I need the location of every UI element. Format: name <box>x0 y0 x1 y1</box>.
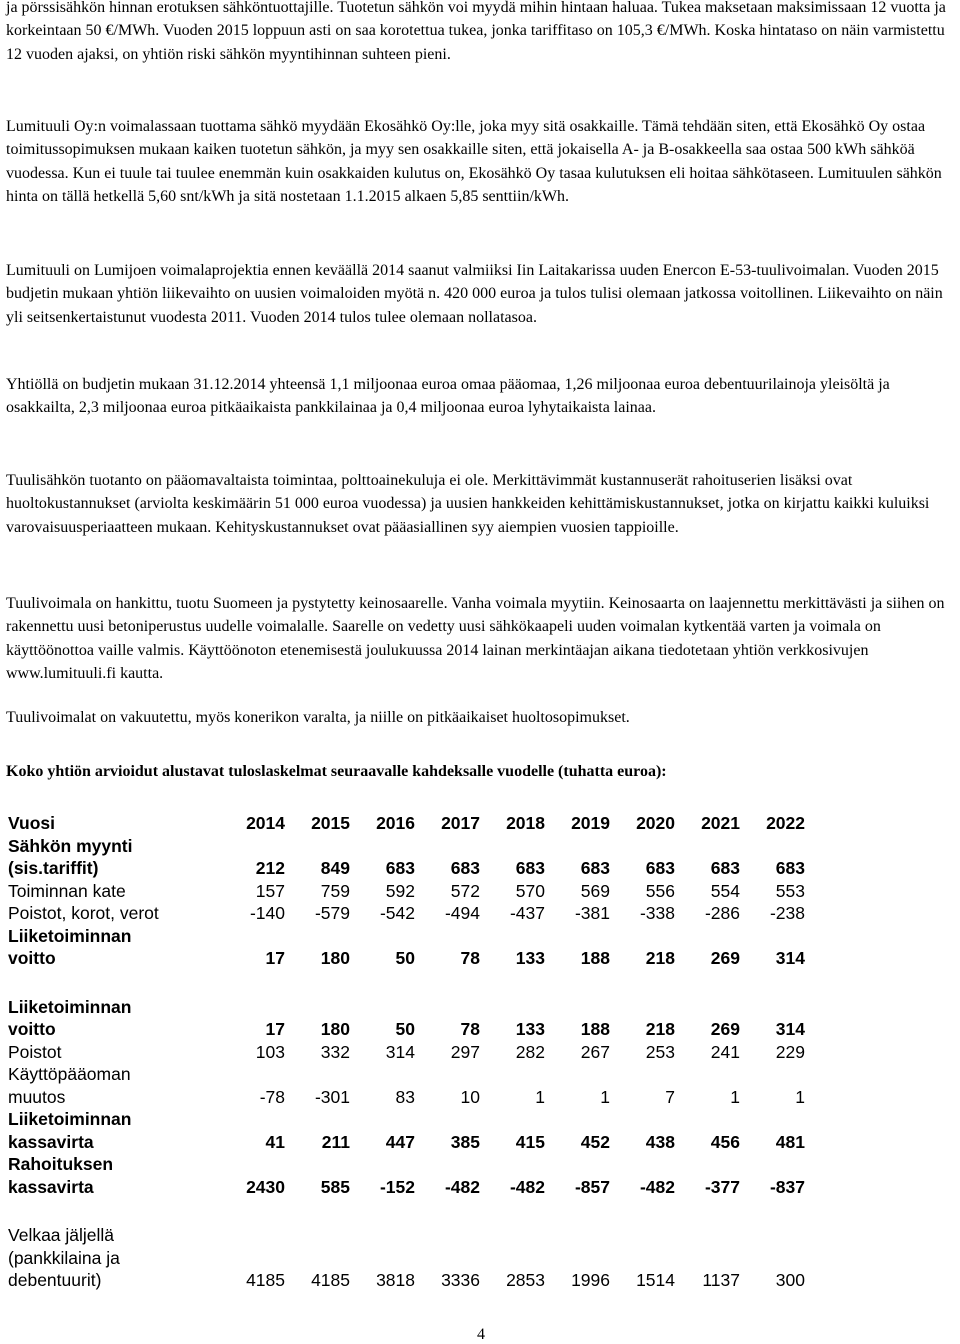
table-cell: 7 <box>665 1086 675 1107</box>
table-cell: -381 <box>574 903 610 923</box>
table-cell: -482 <box>444 1176 480 1197</box>
table-cell: 1 <box>730 1086 740 1107</box>
table-cell: 269 <box>710 948 740 968</box>
table-row-debt-label-2 <box>8 1247 805 1270</box>
table-cell: 2017 <box>441 813 480 833</box>
table-row-year <box>8 812 805 835</box>
table-cell: 2014 <box>246 813 285 833</box>
financial-forecast-table <box>8 812 805 1292</box>
table-row-operating-profit-2 <box>8 1018 805 1041</box>
table-cell: -338 <box>639 903 675 923</box>
table-cell: 2015 <box>311 813 350 833</box>
row-label: debentuurit) <box>8 1270 102 1290</box>
table-cell: 569 <box>580 880 610 901</box>
table-cell: 415 <box>515 1131 545 1152</box>
table-cell: 300 <box>775 1270 805 1290</box>
table-cell: 314 <box>775 948 805 968</box>
table-cell: 78 <box>460 1019 480 1039</box>
table-cell: 50 <box>395 948 415 968</box>
table-cell: 592 <box>385 880 415 901</box>
table-cell: 683 <box>450 858 480 878</box>
table-cell: 553 <box>775 880 805 901</box>
table-cell: 849 <box>320 858 350 878</box>
table-cell: -152 <box>379 1176 415 1197</box>
table-cell: -579 <box>314 903 350 923</box>
table-cell: -377 <box>704 1176 740 1197</box>
table-row-operating-profit <box>8 947 805 970</box>
table-cell: 1 <box>535 1086 545 1107</box>
table-cell: 267 <box>580 1041 610 1062</box>
table-cell: 17 <box>265 1019 285 1039</box>
table-cell: -301 <box>314 1086 350 1107</box>
row-label: (pankkilaina ja <box>8 1247 120 1268</box>
table-row-working-capital-label <box>8 1063 805 1086</box>
table-row-operating-margin <box>8 880 805 903</box>
table-cell: 554 <box>710 880 740 901</box>
paragraph-feed-in-tariff: ja pörssisähkön hinnan erotuksen sähköntuottajille. Tuotetun sähkön voi myydä mihin hintaan haluaa. Tukea maksetaan maksimissaan 12 vuotta ja korkeintaan 50 €/MWh. Vuoden 2015 loppuun asti on saa korotettua tukea, jonka tariffitaso on 105,3 €/MWh. Koska hintataso on näin varmistettu 12 vuoden ajaksi, on yhtiön riski sähkön myyntihinnan suhteen pieni. <box>6 0 946 63</box>
table-cell: 1137 <box>702 1270 740 1290</box>
table-cell: 314 <box>775 1019 805 1039</box>
table-cell: 570 <box>515 880 545 901</box>
row-label: kassavirta <box>8 1176 94 1197</box>
table-row-operating-profit-2-label <box>8 996 805 1019</box>
paragraph-insurance: Tuulivoimalat on vakuutettu, myös konerikon varalta, ja niille on pitkäaikaiset huoltosopimukset. <box>6 709 630 726</box>
table-cell: 759 <box>320 880 350 901</box>
table-cell: 253 <box>645 1041 675 1062</box>
table-cell: 17 <box>265 948 285 968</box>
table-row-depreciation-interest-taxes <box>8 902 805 925</box>
table-cell: 269 <box>710 1019 740 1039</box>
table-cell: 1 <box>795 1086 805 1107</box>
table-cell: -140 <box>249 903 285 923</box>
table-spacer <box>8 970 805 996</box>
table-cell: 452 <box>580 1131 610 1152</box>
row-label: Poistot, korot, verot <box>8 903 159 923</box>
table-cell: 188 <box>580 1019 610 1039</box>
table-cell: 4185 <box>246 1270 285 1290</box>
row-label: Vuosi <box>8 813 55 833</box>
table-cell: 103 <box>255 1041 285 1062</box>
table-cell: 78 <box>460 948 480 968</box>
row-label: kassavirta <box>8 1131 94 1152</box>
row-label: Velkaa jäljellä <box>8 1225 115 1245</box>
table-heading: Koko yhtiön arvioidut alustavat tuloslaskelmat seuraavalle kahdeksalle vuodelle (tuhatta euroa): <box>6 763 667 780</box>
table-row-financing-cash-flow <box>8 1176 805 1199</box>
row-label: muutos <box>8 1086 66 1107</box>
table-cell: 50 <box>395 1019 415 1039</box>
table-cell: 2016 <box>376 813 415 833</box>
table-cell: 180 <box>320 948 350 968</box>
table-cell: -286 <box>704 903 740 923</box>
table-row-depreciation <box>8 1041 805 1064</box>
table-cell: 212 <box>255 858 285 878</box>
table-cell: 297 <box>450 1041 480 1062</box>
table-cell: 683 <box>710 858 740 878</box>
table-cell: 2022 <box>766 813 805 833</box>
row-label: voitto <box>8 1019 56 1039</box>
table-cell: 188 <box>580 948 610 968</box>
paragraph-electricity-sales: Lumituuli Oy:n voimalassaan tuottama sähkö myydään Ekosähkö Oy:lle, joka myy sitä osakkaille. Tämä tehdään siten, että Ekosähkö Oy ostaa toimitussopimuksen mukaan kaiken tuotetun sähkön, ja myy sen osakkaille siten, että jokaisella A- ja B-osakkeella saa ostaa 500 kWh sähköä vuodessa. Kun ei tuule tai tuulee enemmän kuin osakkaiden kulutus on, Ekosähkö Oy tasaa kulutuksen eli hoitaa sähkötaseen. Lumituulen sähkön hinta on tällä hetkellä 5,60 snt/kWh ja sitä nostetaan 1.1.2015 alkaen 5,85 senttiin/kWh. <box>6 118 942 205</box>
table-row-sales <box>8 857 805 880</box>
table-cell: 314 <box>385 1041 415 1062</box>
table-cell: -542 <box>379 903 415 923</box>
table-cell: 447 <box>385 1131 415 1152</box>
table-row-financing-cash-flow-label <box>8 1153 805 1176</box>
table-cell: 585 <box>320 1176 350 1197</box>
row-label: Liiketoiminnan <box>8 925 132 946</box>
table-cell: -482 <box>509 1176 545 1197</box>
table-row-operating-cash-flow-label <box>8 1108 805 1131</box>
table-row-debt-remaining <box>8 1269 805 1292</box>
table-cell: 83 <box>395 1086 415 1107</box>
paragraph-new-turbine: Lumituuli on Lumijoen voimalaprojektia ennen keväällä 2014 saanut valmiiksi Iin Laitakarissa uuden Enercon E-53-tuulivoimalan. Vuoden 2015 budjetin mukaan yhtiön liikevaihto on uusien voimaloiden myötä n. 420 000 euroa ja tulos tulisi olemaan jatkossa voitollinen. Liikevaihto on näin yli seitsenkertaistunut vuodesta 2011. Vuoden 2014 tulos tulee olemaan nollatasoa. <box>6 262 943 326</box>
row-label: Liiketoiminnan <box>8 996 132 1017</box>
row-label: Sähkön myynti <box>8 835 133 856</box>
row-label: Rahoituksen <box>8 1154 114 1174</box>
table-cell: 133 <box>515 948 545 968</box>
table-cell: -837 <box>769 1176 805 1197</box>
table-cell: 1514 <box>636 1270 675 1290</box>
table-cell: 218 <box>645 948 675 968</box>
row-label: voitto <box>8 948 56 968</box>
table-cell: 572 <box>450 880 480 901</box>
row-label: Toiminnan kate <box>8 880 126 901</box>
table-cell: 10 <box>460 1086 480 1107</box>
table-cell: 456 <box>710 1131 740 1152</box>
page-number: 4 <box>477 1326 485 1343</box>
table-cell: 218 <box>645 1019 675 1039</box>
table-cell: 683 <box>775 858 805 878</box>
row-label: Liiketoiminnan <box>8 1109 132 1129</box>
table-cell: 3818 <box>376 1270 415 1290</box>
table-row-operating-profit-label <box>8 925 805 948</box>
table-cell: 556 <box>645 880 675 901</box>
table-cell: 2019 <box>571 813 610 833</box>
table-cell: 438 <box>645 1131 675 1152</box>
table-cell: 211 <box>321 1131 350 1152</box>
table-cell: 683 <box>645 858 675 878</box>
paragraph-costs: Tuulisähkön tuotanto on pääomavaltaista toimintaa, polttoainekuluja ei ole. Merkittävimmät kustannuserät rahoituserien lisäksi ovat huoltokustannukset (arviolta keskimäärin 51 000 euroa vuodessa) ja uusien hankkeiden kehittämiskustannukset, jotka on kirjattu kaikki kuluiksi varovaisuusperiaatteen mukaan. Kehityskustannukset ovat pääasiallinen syy aiempien vuosien tappioille. <box>6 472 930 536</box>
paragraph-installation: Tuulivoimala on hankittu, tuotu Suomeen ja pystytetty keinosaarelle. Vanha voimala myytiin. Keinosaarta on laajennettu merkittävästi ja siihen on rakennettu uusi betoniperustus uudelle voimalalle. Saarelle on vedetty uusi sähkökaapeli uuden voimalan kytkentää varten ja voimala on käyttöönottoa vaille valmis. Käyttöönoton etenemisestä joulukuussa 2014 lainan merkintäajan aikana tiedotetaan yhtiön verkkosivujen www.lumituuli.fi kautta. <box>6 595 945 682</box>
table-cell: -238 <box>769 903 805 923</box>
table-cell: -78 <box>259 1086 285 1107</box>
table-row-operating-cash-flow <box>8 1131 805 1154</box>
table-cell: 2018 <box>506 813 545 833</box>
table-cell: 683 <box>385 858 415 878</box>
row-label: Poistot <box>8 1041 62 1062</box>
table-cell: -482 <box>639 1176 675 1197</box>
table-cell: 1 <box>600 1086 610 1107</box>
table-cell: 385 <box>450 1131 480 1152</box>
table-cell: 2020 <box>636 813 675 833</box>
table-cell: 180 <box>320 1019 350 1039</box>
table-cell: 2853 <box>506 1270 545 1290</box>
table-cell: 2021 <box>701 813 740 833</box>
table-row-debt-label-1 <box>8 1224 805 1247</box>
table-cell: 1996 <box>571 1270 610 1290</box>
table-cell: 3336 <box>441 1270 480 1290</box>
table-cell: 157 <box>255 880 285 901</box>
table-cell: 133 <box>515 1019 545 1039</box>
table-cell: 41 <box>265 1131 285 1152</box>
table-cell: 683 <box>515 858 545 878</box>
row-label: (sis.tariffit) <box>8 858 99 878</box>
table-cell: 332 <box>320 1041 350 1062</box>
table-cell: 481 <box>775 1131 805 1152</box>
table-spacer <box>8 1198 805 1224</box>
table-cell: -437 <box>509 903 545 923</box>
row-label: Käyttöpääoman <box>8 1064 131 1084</box>
paragraph-capital-structure: Yhtiöllä on budjetin mukaan 31.12.2014 yhteensä 1,1 miljoonaa euroa omaa pääomaa, 1,26 miljoonaa euroa debentuurilainoja yleisöltä ja osakkailta, 2,3 miljoonaa euroa pitkäaikaista pankkilainaa ja 0,4 miljoonaa euroa lyhytaikaista lainaa. <box>6 376 890 417</box>
table-row-working-capital <box>8 1086 805 1109</box>
table-row-sales-label <box>8 835 805 858</box>
table-cell: 241 <box>710 1041 740 1062</box>
table-cell: 4185 <box>311 1270 350 1290</box>
table-cell: -857 <box>574 1176 610 1197</box>
table-cell: 683 <box>580 858 610 878</box>
table-cell: 229 <box>775 1041 805 1062</box>
table-cell: -494 <box>444 903 480 923</box>
table-cell: 282 <box>515 1041 545 1062</box>
table-cell: 2430 <box>246 1176 285 1197</box>
